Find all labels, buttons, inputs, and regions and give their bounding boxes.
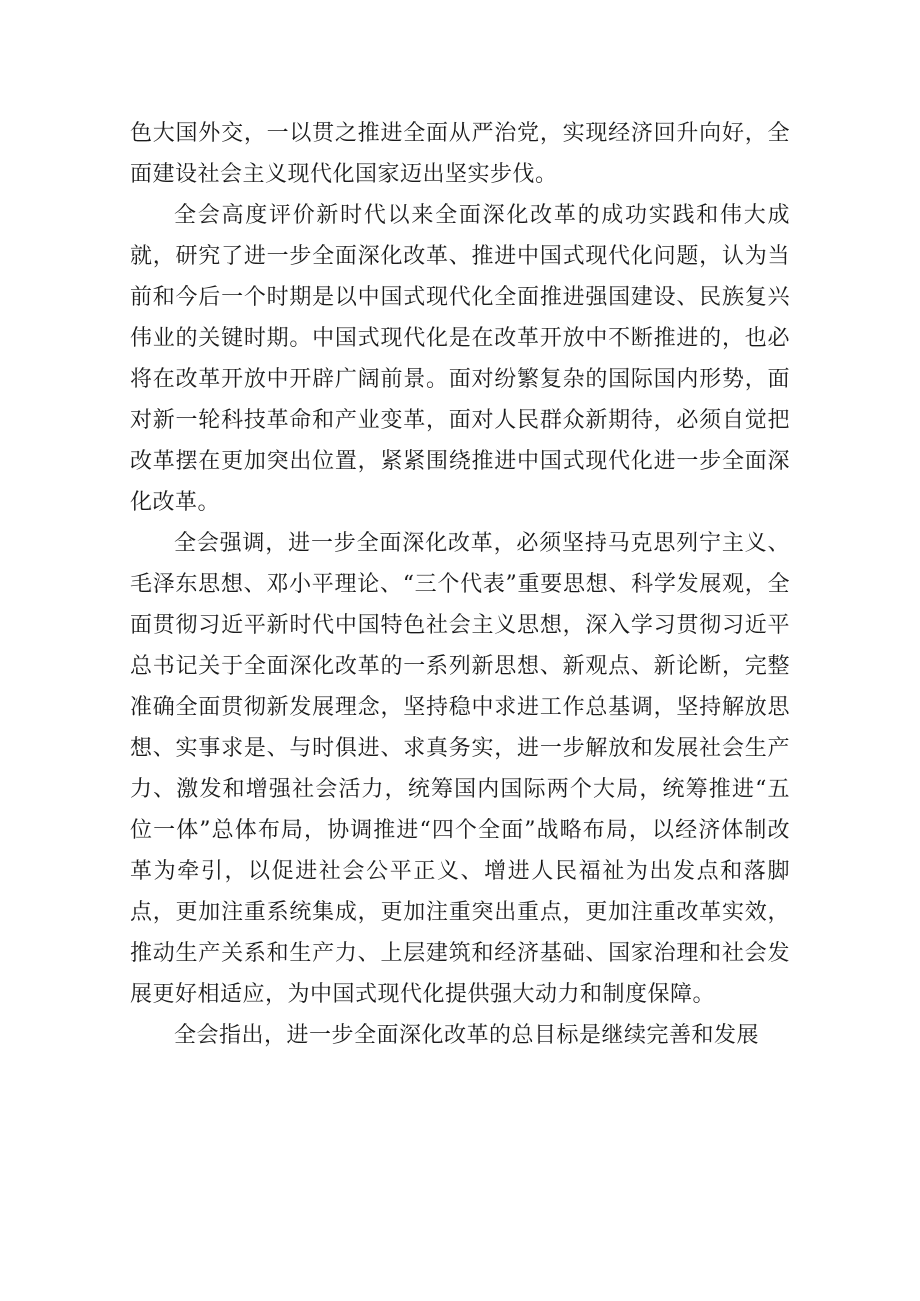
paragraph-2: 全会高度评价新时代以来全面深化改革的成功实践和伟大成就，研究了进一步全面深化改革、推进中国式现代化问题，认为当前和今后一个时期是以中国式现代化全面推进强国建设、民族复兴伟业的关键时期。中国式现代化是在改革开放中不断推进的，也必将在改革开放中开辟广阔前景。面对纷繁复杂的国际国内形势，面对新一轮科技革命和产业变革，面对人民群众新期待，必须自觉把改革摆在更加突出位置，紧紧围绕推进中国式现代化进一步全面深化改革。	[130, 203, 790, 515]
paragraph-1: 色大国外交，一以贯之推进全面从严治党，实现经济回升向好，全面建设社会主义现代化国家迈出坚实步伐。	[130, 121, 790, 187]
paragraph-4: 全会指出，进一步全面深化改革的总目标是继续完善和发展	[174, 1023, 760, 1048]
document-body	[130, 113, 790, 1056]
paragraph-3: 全会强调，进一步全面深化改革，必须坚持马克思列宁主义、毛泽东思想、邓小平理论、“三个代表”重要思想、科学发展观，全面贯彻习近平新时代中国特色社会主义思想，深入学习贯彻习近平总书记关于全面深化改革的一系列新思想、新观点、新论断，完整准确全面贯彻新发展理念，坚持稳中求进工作总基调，坚持解放思想、实事求是、与时俱进、求真务实，进一步解放和发展社会生产力、激发和增强社会活力，统筹国内国际两个大局，统筹推进“五位一体”总体布局，协调推进“四个全面”战略布局，以经济体制改革为牵引，以促进社会公平正义、增进人民福祉为出发点和落脚点，更加注重系统集成，更加注重突出重点，更加注重改革实效，推动生产关系和生产力、上层建筑和经济基础、国家治理和社会发展更好相适应，为中国式现代化提供强大动力和制度保障。	[130, 531, 790, 1007]
